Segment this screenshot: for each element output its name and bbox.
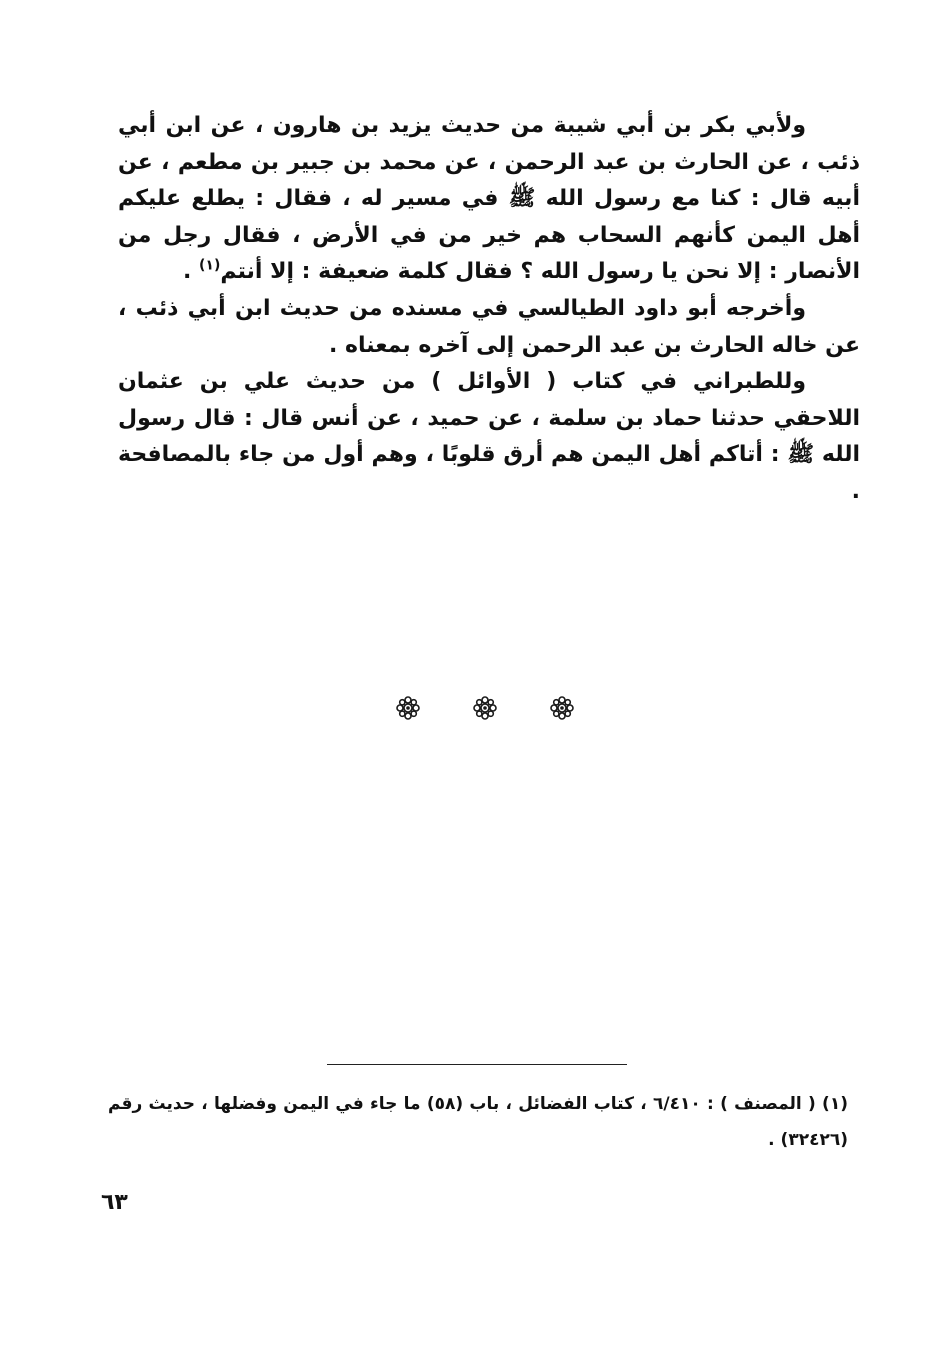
paragraph-abi-shayba bbox=[118, 108, 860, 291]
section-divider-ornaments bbox=[395, 694, 575, 722]
paragraph-1-end: . bbox=[182, 259, 200, 285]
paragraph-1-text: ولأبي بكر بن أبي شيبة من حديث يزيد بن هارون ، عن ابن أبي ذئب ، عن الحارث بن عبد الرحمن ، عن محمد بن جبير بن مطعم ، عن أبيه قال : كنا مع رسول الله ﷺ في مسير له ، فقال : يطلع عليكم أهل اليمن كأنهم السحاب هم خير من في الأرض ، فقال رجل من الأنصار : إلا نحن يا رسول الله ؟ فقال كلمة ضعيفة : إلا أنتم bbox=[118, 113, 860, 285]
footnote-1: (١) ( المصنف ) : ٦/٤١٠ ، كتاب الفضائل ، باب (٥٨) ما جاء في اليمن وفضلها ، حديث رقم (٣٢٤٢٦) . bbox=[108, 1094, 849, 1150]
page-number: ٦٣ bbox=[101, 1190, 128, 1215]
footnote-separator bbox=[327, 1064, 627, 1065]
paragraph-tabarani: وللطبراني في كتاب ( الأوائل ) من حديث علي بن عثمان اللاحقي حدثنا حماد بن سلمة ، عن حميد ، عن أنس قال : قال رسول الله ﷺ : أتاكم أهل اليمن هم أرق قلوبًا ، وهم أول من جاء بالمصافحة . bbox=[118, 369, 860, 504]
flower-ornament-icon bbox=[472, 695, 498, 721]
flower-ornament-icon bbox=[395, 695, 421, 721]
flower-ornament-icon bbox=[549, 695, 575, 721]
paragraph-tayalisi: وأخرجه أبو داود الطيالسي في مسنده من حديث ابن أبي ذئب ، عن خاله الحارث بن عبد الرحمن إلى آخره بمعناه . bbox=[118, 295, 860, 358]
footnote-reference[interactable]: (١) bbox=[199, 258, 221, 275]
footnotes bbox=[108, 1086, 848, 1158]
main-text bbox=[118, 108, 860, 511]
